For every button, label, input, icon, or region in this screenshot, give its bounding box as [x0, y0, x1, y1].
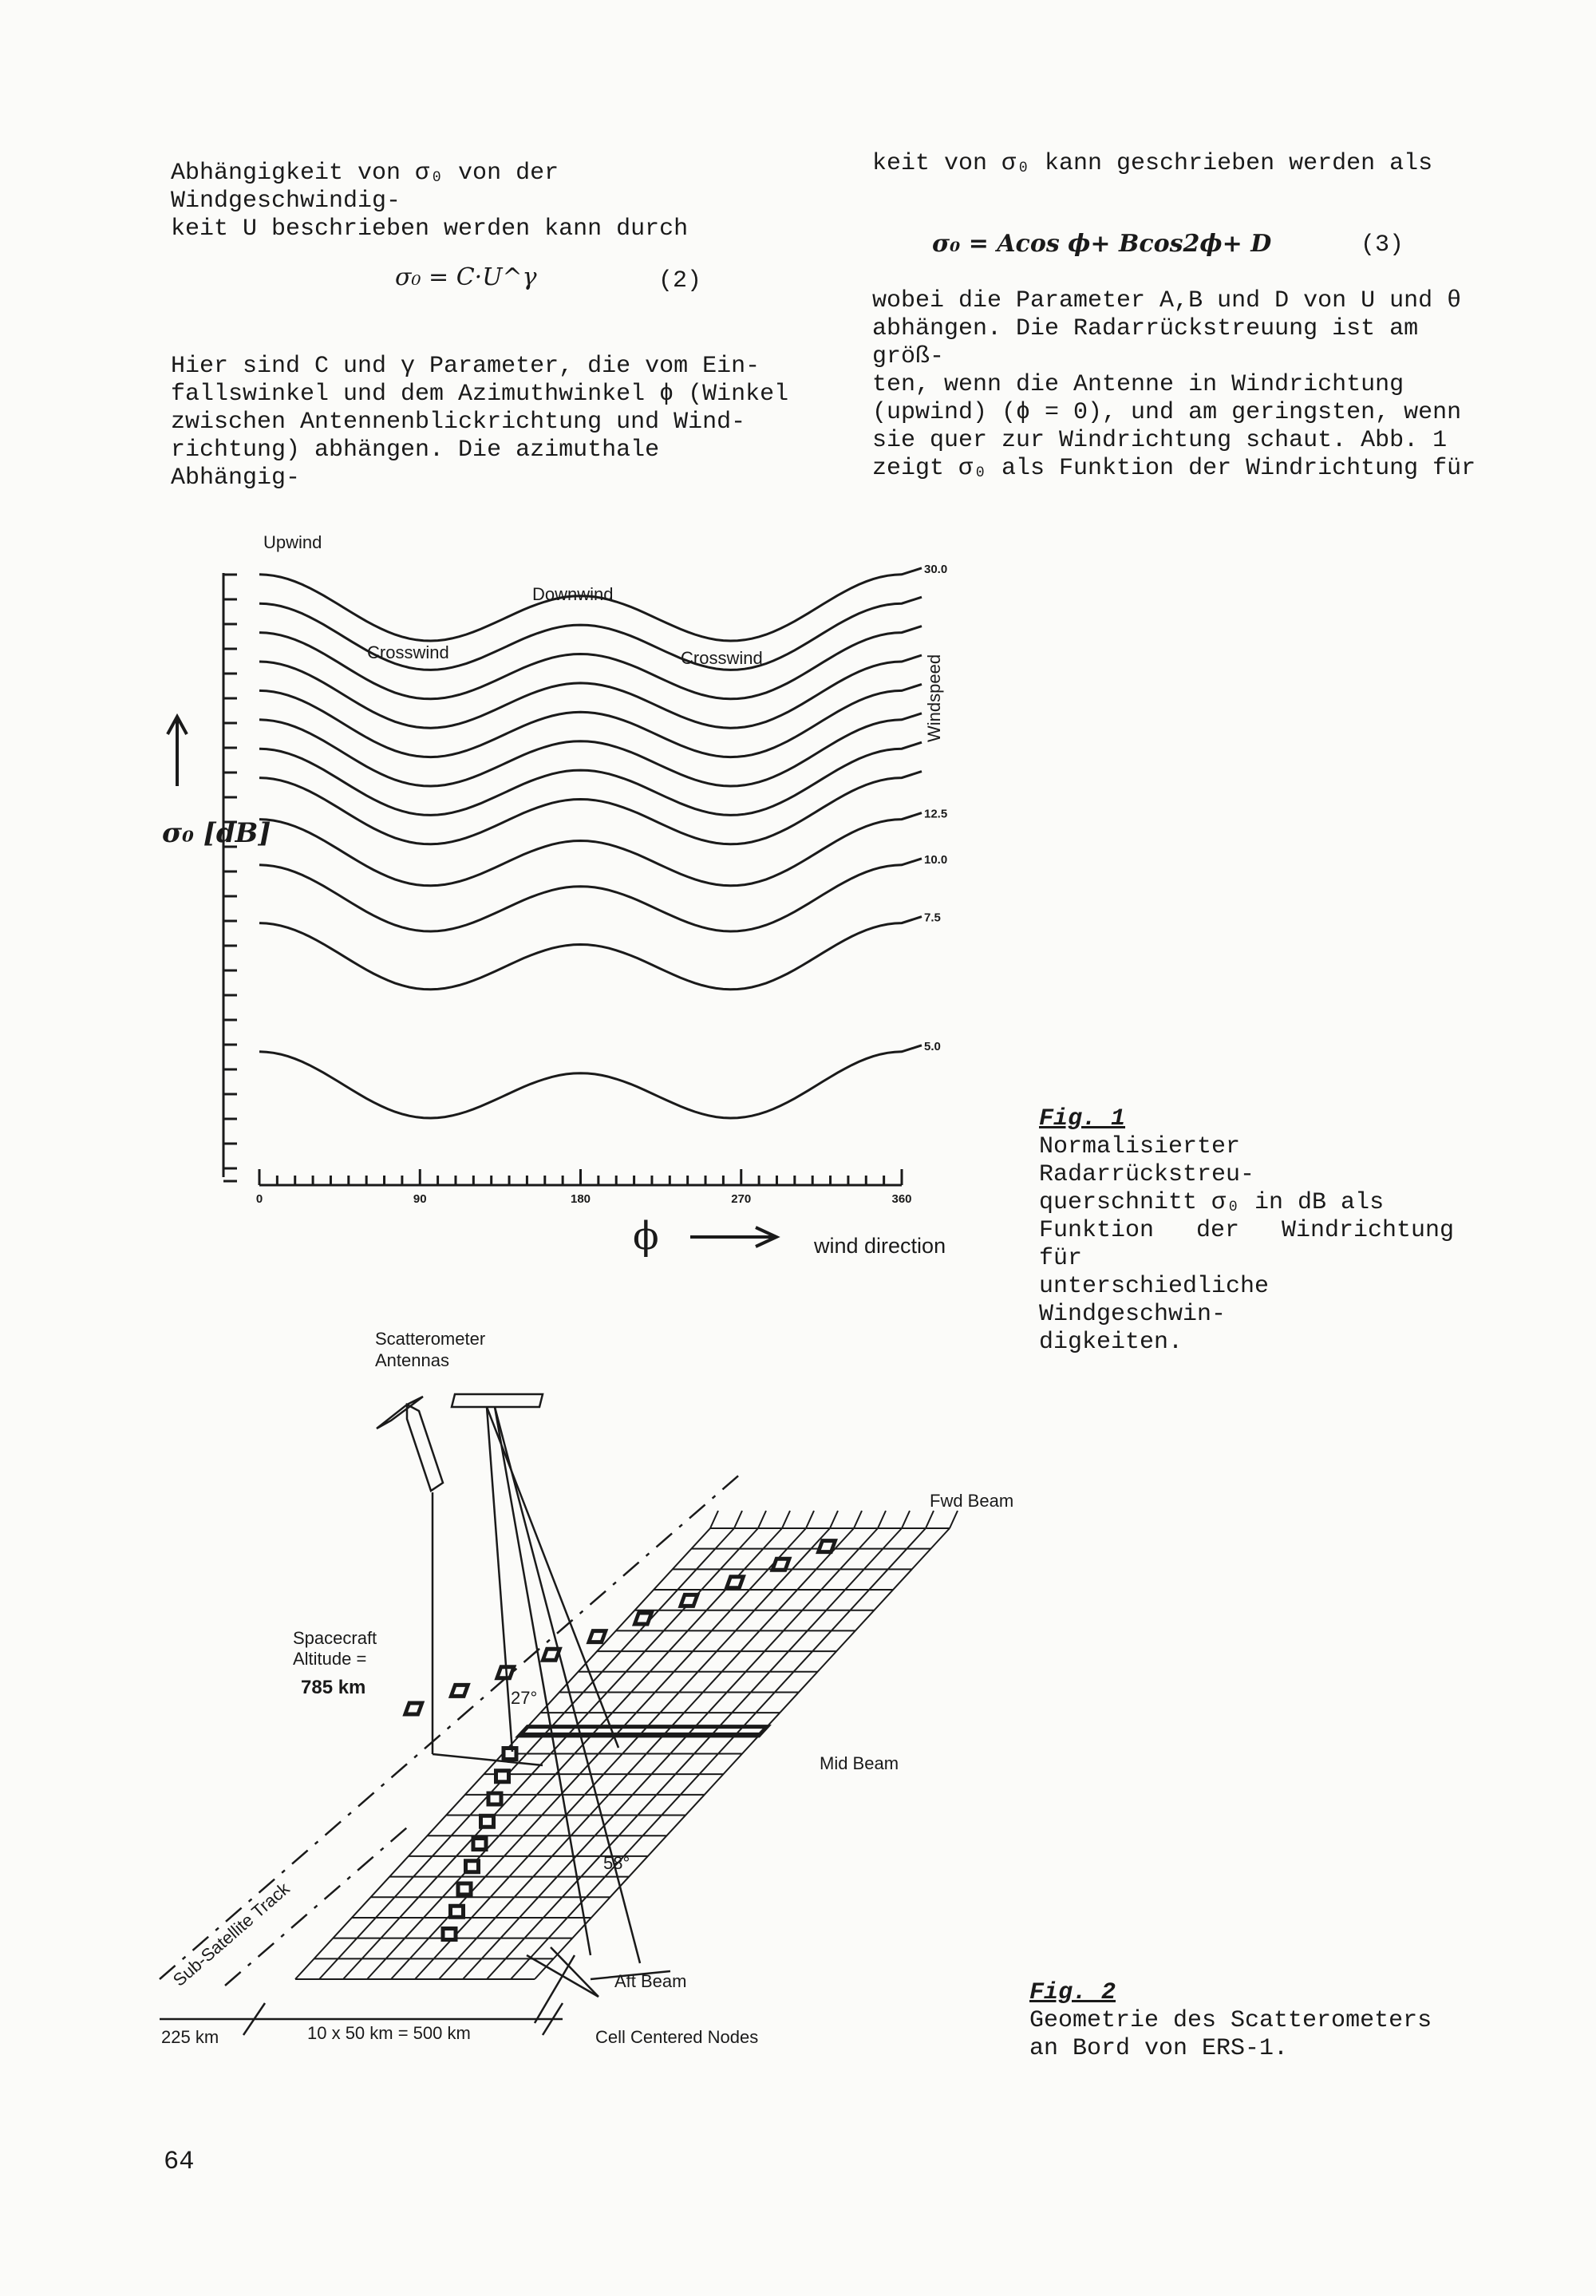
y-arrow-icon — [168, 717, 187, 786]
angle-58-label: 58° — [603, 1853, 630, 1873]
fwd-beam-cell — [818, 1541, 835, 1552]
antennas-label-2: Antennas — [375, 1350, 449, 1370]
fig1-caption-block — [1039, 1105, 1454, 1357]
grid-stub — [710, 1511, 718, 1528]
left-paragraph: Hier sind C und γ Parameter, die vom Ein- fallswinkel und dem Azimuthwinkel ϕ (Winkel zwischen Antennenblickrichtung und Wind- richtung) abhängen. Die azimuthale Abhängig- — [171, 353, 789, 492]
right-paragraph: wobei die Parameter A,B und D von U und θ abhängen. Die Radarrückstreuung ist am größ- ten, wenn die Antenne in Windrichtung (upwind) (ϕ = 0), und am geringsten, wenn sie quer zur Windrichtung schaut. Abb. 1 zeigt σ₀ als Funktion der Windrichtung für — [872, 287, 1476, 482]
series-line — [259, 568, 922, 641]
series-line — [259, 655, 922, 728]
series-label: 12.5 — [924, 807, 948, 821]
equation-3-body: σ₀ = Acos ϕ+ Bcos2ϕ+ D — [932, 230, 1272, 258]
page-number: 64 — [164, 2147, 195, 2176]
x-tick-label: 0 — [255, 1192, 263, 1206]
grid-stub — [806, 1511, 814, 1528]
aft-beam-cell — [451, 1906, 464, 1917]
x-axis-label: wind direction — [814, 1234, 946, 1258]
grid-stub — [854, 1511, 862, 1528]
series-line — [259, 597, 922, 670]
grid-stub — [902, 1511, 910, 1528]
aft-beam-cell — [458, 1883, 471, 1895]
series-line — [259, 917, 922, 990]
series-label: 10.0 — [924, 852, 948, 867]
x-arrow-icon — [690, 1227, 776, 1247]
grid-stub — [878, 1511, 886, 1528]
series-line — [259, 813, 922, 886]
fwd-antenna — [377, 1397, 423, 1429]
x-tick-label: 360 — [891, 1192, 912, 1206]
series-line — [259, 742, 922, 815]
sub-satellite-track-label: Sub-Satellite Track — [168, 1878, 294, 1990]
equation-2 — [395, 263, 537, 293]
windspeed-label: Windspeed — [924, 654, 944, 742]
fwd-beam-cell — [405, 1703, 422, 1714]
aft-beam-label: Aft Beam — [614, 1971, 687, 1991]
grid-stub — [830, 1511, 838, 1528]
y-axis-label: σ₀ [dB] — [162, 817, 271, 849]
x-tick-label: 180 — [570, 1192, 591, 1206]
grid-stub — [782, 1511, 790, 1528]
grid-stub — [950, 1511, 958, 1528]
aft-beam-cell — [488, 1793, 501, 1804]
series-line — [259, 772, 922, 844]
grid-stub — [926, 1511, 934, 1528]
cell-nodes-label: Cell Centered Nodes — [595, 2027, 759, 2047]
aft-beam-cell — [481, 1816, 494, 1827]
grid-stub — [758, 1511, 766, 1528]
aft-beam-cell — [496, 1771, 509, 1782]
left-intro: Abhängigkeit von σ₀ von der Windgeschwindig- keit U beschrieben werden kann durch — [171, 160, 689, 243]
fig1-label: Fig. 1 — [1039, 1105, 1126, 1132]
fwd-beam-cell — [589, 1631, 606, 1642]
equation-3-number: (3) — [1361, 231, 1404, 259]
series-line — [259, 1045, 922, 1118]
aft-beam-cell — [443, 1929, 456, 1940]
fig1-caption: Normalisierter Radarrückstreu- querschnitt σ₀ in dB als Funktion der Windrichtung für unterschiedliche Windgeschwin- digkeiten. — [1039, 1133, 1454, 1356]
fwd-beam-label: Fwd Beam — [930, 1491, 1014, 1511]
series-line — [259, 626, 922, 699]
fwd-beam-cell — [543, 1649, 559, 1660]
angle-27-label: 27° — [511, 1688, 538, 1708]
aft-beam-cell — [504, 1749, 516, 1760]
fig2-caption-block — [1029, 1979, 1444, 2063]
fig1-chart — [156, 523, 986, 1281]
aft-beam-cell — [473, 1839, 486, 1850]
grid-stub — [734, 1511, 742, 1528]
mid-antenna — [452, 1394, 543, 1407]
fwd-beam-cell — [451, 1685, 468, 1696]
aft-antenna — [407, 1405, 443, 1491]
altitude-label: Spacecraft — [293, 1628, 377, 1648]
annotation-downwind: Downwind — [532, 584, 614, 604]
fwd-beam-cell — [681, 1595, 697, 1606]
x-axis-symbol: ϕ — [633, 1214, 659, 1259]
fig2-diagram — [144, 1317, 1053, 2075]
antennas-label: Scatterometer — [375, 1329, 486, 1349]
x-tick-label: 270 — [731, 1192, 752, 1206]
annotation-crosswind-left: Crosswind — [367, 642, 449, 662]
series-label: 30.0 — [924, 562, 948, 576]
series-label: 5.0 — [924, 1039, 941, 1053]
series-line — [259, 684, 922, 757]
distance-225-label: 225 km — [161, 2027, 219, 2047]
altitude-label-2: Altitude = — [293, 1649, 367, 1669]
aft-beam-cell — [466, 1861, 479, 1872]
fig2-caption: Geometrie des Scatterometers an Bord von ERS-1. — [1029, 2007, 1432, 2062]
annotation-upwind: Upwind — [263, 532, 322, 552]
altitude-value: 785 km — [301, 1677, 366, 1698]
right-intro: keit von σ₀ kann geschrieben werden als — [872, 150, 1433, 177]
fwd-beam-cell — [726, 1577, 743, 1588]
equation-2-number: (2) — [658, 267, 702, 294]
equation-3 — [932, 230, 1271, 259]
fig2-label: Fig. 2 — [1029, 1979, 1116, 2006]
mid-beam-label: Mid Beam — [820, 1753, 899, 1773]
annotation-crosswind-right: Crosswind — [681, 648, 763, 668]
fwd-beam-cell — [772, 1559, 789, 1570]
x-tick-label: 90 — [413, 1192, 427, 1206]
series-label: 7.5 — [924, 911, 941, 925]
equation-2-body: σ₀ = C·U^γ — [395, 263, 537, 291]
series-line — [259, 859, 922, 931]
fwd-beam-cell — [634, 1613, 651, 1624]
distance-500-label: 10 x 50 km = 500 km — [307, 2023, 471, 2043]
series-line — [259, 713, 922, 786]
